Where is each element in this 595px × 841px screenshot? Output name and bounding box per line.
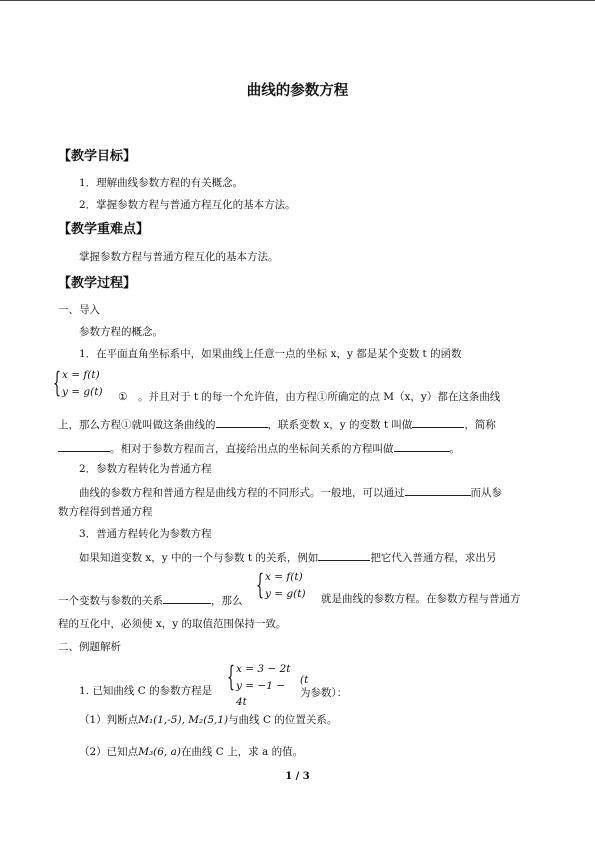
intro-p1-line2: 。并且对于 t 的每一个允许值，由方程①所确定的点 M（x，y）都在这条曲线 — [138, 391, 501, 403]
blank-example-relation — [318, 549, 370, 561]
brace-symbol: { — [256, 568, 265, 601]
sys3-x: x = 3 − 2t — [236, 663, 291, 675]
intro-p3-title: 3．普通方程转化为参数方程 — [79, 528, 212, 540]
examples-heading: 二、例题解析 — [58, 641, 121, 653]
intro-p1-line3 — [58, 416, 496, 432]
p1-line3-b: ，联系变数 x，y 的变数 t 叫做 — [267, 419, 413, 431]
sys2-y: y = g(t) — [265, 588, 306, 600]
p1-line3-a: 上，那么方程①就叫做这条曲线的 — [58, 419, 216, 431]
p2-line1-b: 而从参 — [470, 487, 502, 499]
intro-p2-line1 — [79, 484, 502, 500]
intro-p1-line4 — [58, 440, 460, 456]
blank-parametric-equation — [216, 416, 268, 428]
intro-p3-line2-c: 就是曲线的参数方程。在参数方程与普通方 — [321, 593, 521, 605]
intro-p3-line1 — [79, 549, 496, 565]
page-number: 1 / 3 — [285, 771, 310, 782]
question-2 — [79, 745, 303, 759]
equation-system-2 — [256, 568, 316, 604]
p3-line2-b: ，那么 — [211, 595, 243, 607]
p1-line4-b: 。相对于参数方程而言，直接给出点的坐标间关系的方程叫做 — [110, 443, 394, 455]
sys1-x: x = f(t) — [62, 369, 100, 381]
brace-symbol: { — [227, 660, 236, 693]
q2-point: M₃(6, a) — [138, 746, 181, 758]
sys1-y: y = g(t) — [62, 386, 103, 398]
intro-p1-mark: ① — [118, 391, 128, 403]
blank-ordinary-equation — [394, 440, 450, 452]
example-1-param-t: (t — [300, 674, 309, 686]
section-process: 【教学过程】 — [58, 276, 137, 291]
sys3-y: y = −1 − 4t — [236, 680, 286, 708]
page-title: 曲线的参数方程 — [246, 83, 349, 99]
q1-a: （1）判断点 — [79, 714, 139, 726]
goal-1: 1．理解曲线参数方程的有关概念。 — [79, 177, 244, 189]
intro-p3-line2 — [58, 592, 243, 608]
p1-line4-c: 。 — [449, 443, 460, 455]
section-goals: 【教学目标】 — [58, 149, 137, 164]
q1-points: M₁(1,-5), M₂(5,1) — [138, 714, 229, 726]
intro-p3-line3: 程的互化中，必须使 x，y 的取值范围保持一致。 — [58, 618, 287, 630]
example-1-param-note: 为参数）： — [300, 687, 348, 699]
intro-p1-line1: 1．在平面直角坐标系中，如果曲线上任意一点的坐标 x，y 都是某个变数 t 的函数 — [79, 348, 462, 360]
intro-p2-title: 2．参数方程转化为普通方程 — [79, 463, 212, 475]
sys2-x: x = f(t) — [265, 571, 303, 583]
section-keypoints: 【教学重难点】 — [58, 222, 150, 237]
blank-eliminate-parameter — [405, 484, 471, 496]
p3-line2-a: 一个变数与参数的关系 — [58, 595, 163, 607]
equation-system-3 — [227, 660, 297, 708]
header-rule — [0, 0, 595, 1]
intro-concept: 参数方程的概念。 — [79, 326, 163, 338]
p2-line1-a: 曲线的参数方程和普通方程是曲线方程的不同形式。一般地，可以通过 — [79, 487, 405, 499]
q1-b: 与曲线 C 的位置关系。 — [228, 714, 338, 726]
question-1 — [79, 713, 337, 727]
p3-line1-a: 如果知道变数 x，y 中的一个与参数 t 的关系，例如 — [79, 552, 319, 564]
example-1-intro: 1. 已知曲线 C 的参数方程是 — [79, 685, 213, 697]
p1-line3-c: ，简称 — [464, 419, 496, 431]
q2-a: （2）已知点 — [79, 746, 139, 758]
p3-line1-b: 把它代入普通方程，求出另 — [370, 552, 497, 564]
intro-p2-line2: 数方程得到普通方程 — [58, 506, 153, 518]
intro-heading: 一、导入 — [58, 304, 100, 316]
blank-parameter-short — [58, 440, 110, 452]
equation-system-1 — [53, 366, 113, 402]
goal-2: 2．掌握参数方程与普通方程互化的基本方法。 — [79, 199, 296, 211]
blank-other-variable — [163, 592, 211, 604]
keypoints-text: 掌握参数方程与普通方程互化的基本方法。 — [79, 251, 279, 263]
brace-symbol: { — [53, 366, 62, 399]
q2-b: 在曲线 C 上，求 a 的值。 — [180, 746, 304, 758]
blank-parameter-variable — [412, 416, 464, 428]
